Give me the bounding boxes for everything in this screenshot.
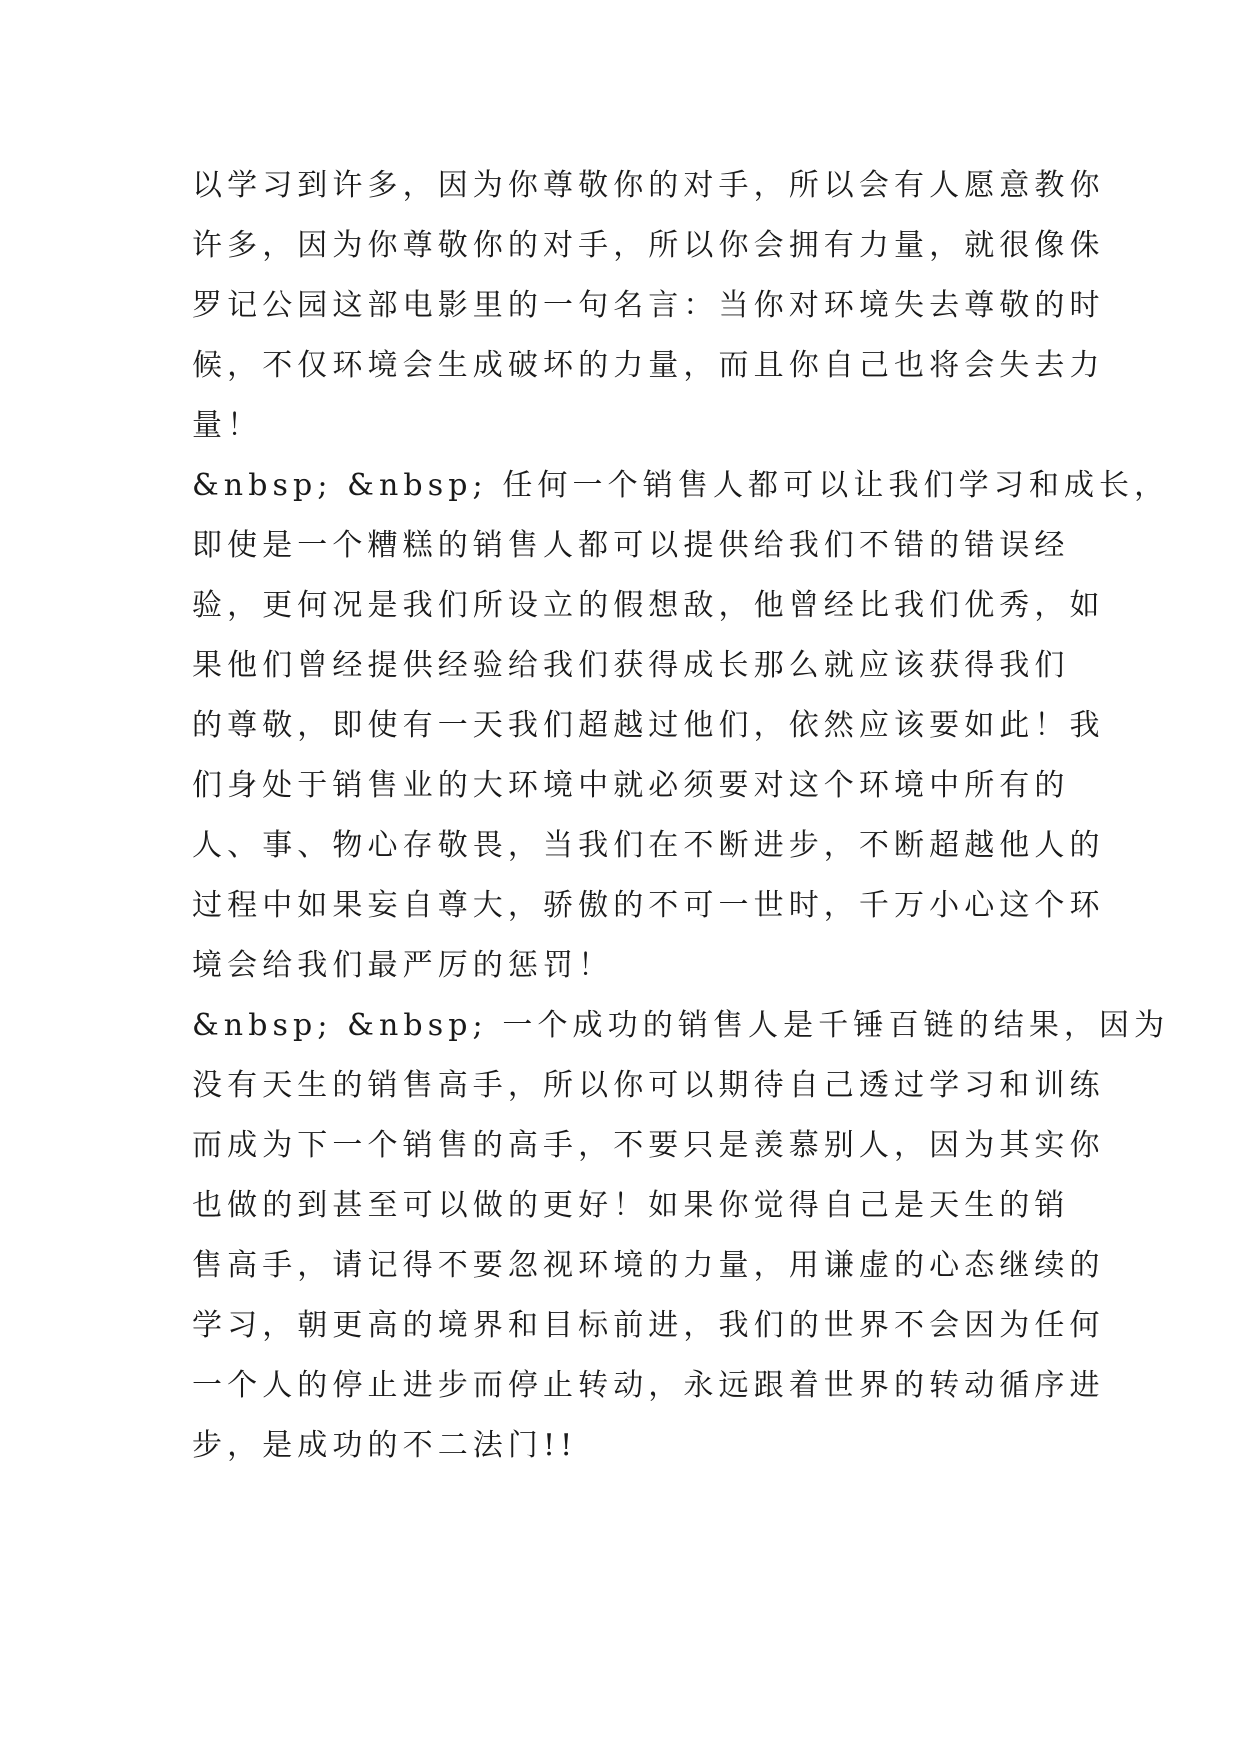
text-line: 即使是一个糟糕的销售人都可以提供给我们不错的错误经 [192, 528, 1070, 563]
text-line: 罗记公园这部电影里的一句名言：当你对环境失去尊敬的时 [192, 288, 1105, 323]
text-line: 验，更何况是我们所设立的假想敌，他曾经比我们优秀，如 [192, 588, 1105, 623]
text-line: 人、事、物心存敬畏，当我们在不断进步，不断超越他人的 [192, 828, 1105, 863]
text-line: 候，不仅环境会生成破坏的力量，而且你自己也将会失去力 [192, 348, 1105, 383]
text-line: 果他们曾经提供经验给我们获得成长那么就应该获得我们 [192, 648, 1070, 683]
text-line: 的尊敬，即使有一天我们超越过他们，依然应该要如此！我 [192, 708, 1105, 743]
text-line: 学习，朝更高的境界和目标前进，我们的世界不会因为任何 [192, 1308, 1105, 1343]
body-text [192, 156, 1170, 1476]
text-line: 而成为下一个销售的高手，不要只是羡慕别人，因为其实你 [192, 1128, 1105, 1163]
text-line: 境会给我们最严厉的惩罚！ [192, 948, 614, 983]
text-line: &nbsp; &nbsp; 一个成功的销售人是千锤百链的结果，因为 [192, 1008, 1170, 1043]
text-line: 量！ [192, 408, 263, 443]
text-line: &nbsp; &nbsp; 任何一个销售人都可以让我们学习和成长， [192, 468, 1170, 503]
text-line: 售高手，请记得不要忽视环境的力量，用谦虚的心态继续的 [192, 1248, 1105, 1283]
text-line: 一个人的停止进步而停止转动，永远跟着世界的转动循序进 [192, 1368, 1105, 1403]
text-line: 以学习到许多，因为你尊敬你的对手，所以会有人愿意教你 [192, 168, 1105, 203]
text-line: 过程中如果妄自尊大，骄傲的不可一世时，千万小心这个环 [192, 888, 1105, 923]
text-line: 没有天生的销售高手，所以你可以期待自己透过学习和训练 [192, 1068, 1105, 1103]
text-line: 步，是成功的不二法门!! [192, 1428, 578, 1463]
text-line: 也做的到甚至可以做的更好！如果你觉得自己是天生的销 [192, 1188, 1070, 1223]
text-line: 们身处于销售业的大环境中就必须要对这个环境中所有的 [192, 768, 1070, 803]
text-line: 许多，因为你尊敬你的对手，所以你会拥有力量，就很像侏 [192, 228, 1105, 263]
